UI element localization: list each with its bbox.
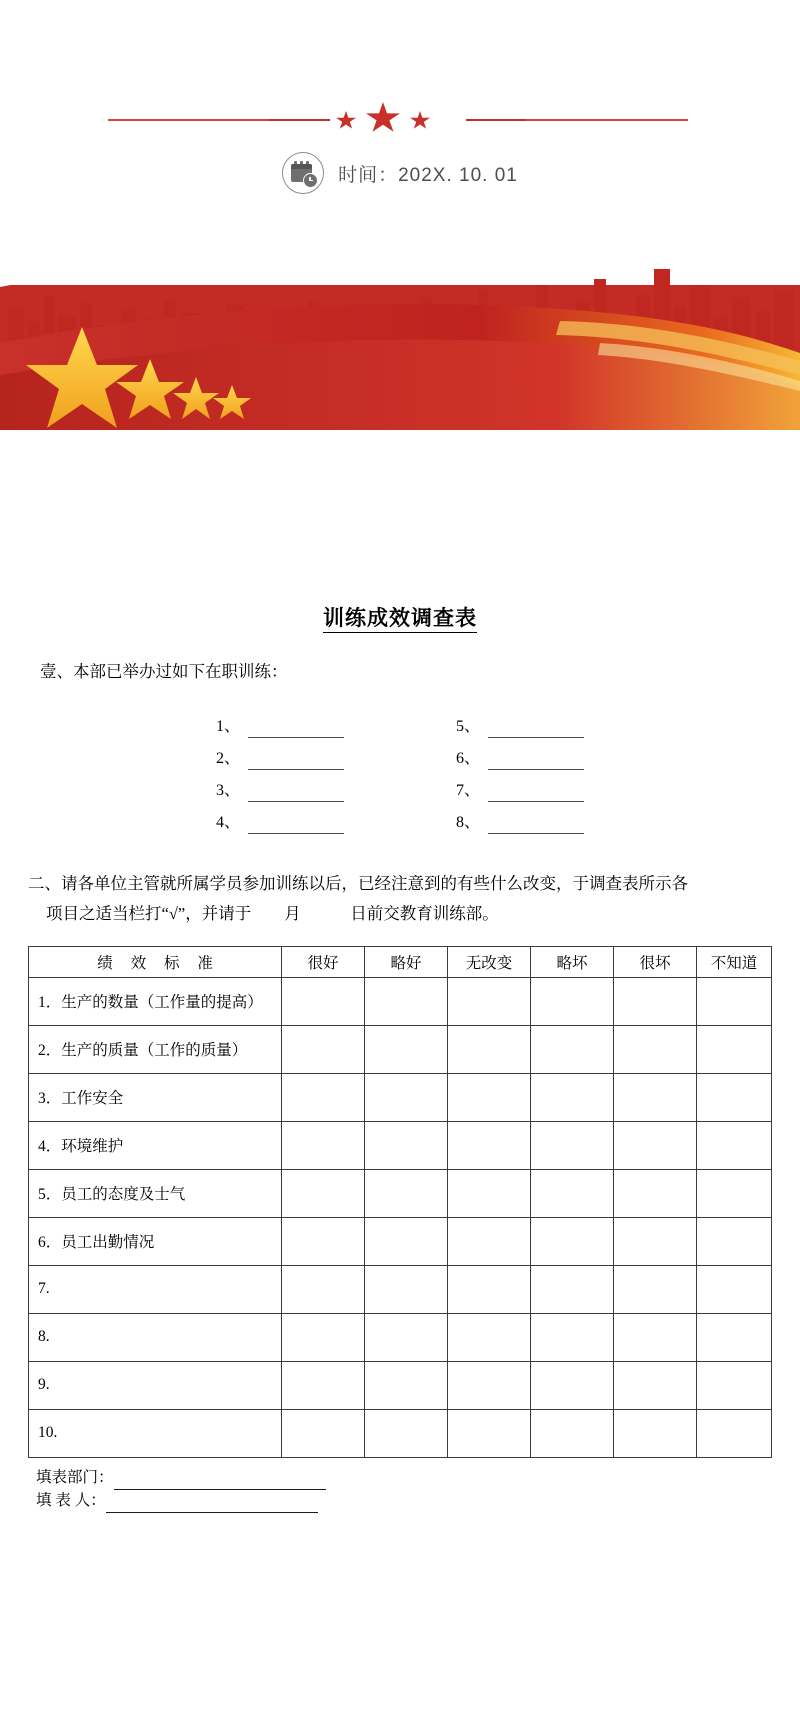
blank-item-line[interactable]: [248, 718, 344, 738]
blank-item-number: 5、: [456, 717, 481, 735]
checkbox-cell[interactable]: [531, 1121, 614, 1169]
checkbox-cell[interactable]: [365, 1169, 448, 1217]
table-row: [29, 1313, 772, 1361]
row-label: 6．员工出勤情况: [29, 1217, 282, 1265]
blank-item-number: 2、: [216, 749, 241, 767]
table-row: [29, 1169, 772, 1217]
row-label: 3．工作安全: [29, 1073, 282, 1121]
date-text: 时间：202X. 10. 01: [338, 164, 518, 186]
checkbox-cell[interactable]: [282, 1313, 365, 1361]
date-row: [0, 152, 800, 194]
table-row: [29, 1217, 772, 1265]
checkbox-cell[interactable]: [614, 1313, 697, 1361]
blank-list-item[interactable]: [456, 738, 584, 770]
blank-item-number: 6、: [456, 749, 481, 767]
blank-list-item[interactable]: [216, 770, 344, 802]
checkbox-cell[interactable]: [531, 1073, 614, 1121]
checkbox-cell[interactable]: [282, 1073, 365, 1121]
department-field-row: [36, 1467, 800, 1490]
table-row: [29, 1361, 772, 1409]
checkbox-cell[interactable]: [531, 1169, 614, 1217]
checkbox-cell[interactable]: [614, 1025, 697, 1073]
star-icon-large: [366, 102, 400, 134]
checkbox-cell[interactable]: [448, 1121, 531, 1169]
table-row: [29, 1073, 772, 1121]
table-row: [29, 1025, 772, 1073]
checkbox-cell[interactable]: [531, 1265, 614, 1313]
blank-item-line[interactable]: [488, 750, 584, 770]
blank-item-line[interactable]: [488, 814, 584, 834]
blank-list-item[interactable]: [456, 802, 584, 834]
checkbox-cell[interactable]: [697, 977, 772, 1025]
table-row: [29, 977, 772, 1025]
checkbox-cell[interactable]: [448, 1025, 531, 1073]
blank-item-number: 3、: [216, 781, 241, 799]
column-header-slightly-good: 略好: [365, 946, 448, 977]
footer-blanks: [36, 1467, 800, 1513]
header-banner: [0, 0, 800, 430]
row-label: 9.: [29, 1361, 282, 1409]
row-label: 4．环境维护: [29, 1121, 282, 1169]
blank-list-item[interactable]: [216, 738, 344, 770]
checkbox-cell[interactable]: [697, 1361, 772, 1409]
checkbox-cell[interactable]: [448, 1169, 531, 1217]
checkbox-cell[interactable]: [282, 1361, 365, 1409]
checkbox-cell[interactable]: [531, 1313, 614, 1361]
checkbox-cell[interactable]: [697, 1121, 772, 1169]
checkbox-cell[interactable]: [697, 1169, 772, 1217]
training-blank-list: [0, 706, 800, 834]
checkbox-cell[interactable]: [531, 1361, 614, 1409]
blank-list-item[interactable]: [216, 706, 344, 738]
checkbox-cell[interactable]: [614, 1073, 697, 1121]
star-icon-small-left: [336, 111, 356, 130]
checkbox-cell[interactable]: [282, 1409, 365, 1457]
blank-item-line[interactable]: [488, 718, 584, 738]
checkbox-cell[interactable]: [448, 1073, 531, 1121]
row-label: 2．生产的质量（工作的质量）: [29, 1025, 282, 1073]
survey-table: [28, 946, 772, 1458]
table-row: [29, 1409, 772, 1457]
checkbox-cell[interactable]: [531, 977, 614, 1025]
blank-item-line[interactable]: [248, 814, 344, 834]
checkbox-cell[interactable]: [448, 977, 531, 1025]
checkbox-cell[interactable]: [448, 1361, 531, 1409]
section-one-heading: 壹、本部已举办过如下在职训练：: [40, 662, 288, 682]
checkbox-cell[interactable]: [282, 1265, 365, 1313]
row-label: 10.: [29, 1409, 282, 1457]
checkbox-cell[interactable]: [614, 1361, 697, 1409]
checkbox-cell[interactable]: [365, 1265, 448, 1313]
checkbox-cell[interactable]: [697, 1073, 772, 1121]
table-header-row: [29, 946, 772, 977]
checkbox-cell[interactable]: [697, 1265, 772, 1313]
checkbox-cell[interactable]: [531, 1217, 614, 1265]
page-title-text: 训练成效调查表: [323, 606, 477, 633]
column-header-very-bad: 很坏: [614, 946, 697, 977]
column-header-slightly-bad: 略坏: [531, 946, 614, 977]
section-two-line-1: 二、请各单位主管就所属学员参加训练以后，已经注意到的有些什么改变，于调查表所示各: [28, 873, 688, 893]
star-icon-small-right: [410, 111, 430, 130]
checkbox-cell[interactable]: [365, 1361, 448, 1409]
checkbox-cell[interactable]: [697, 1025, 772, 1073]
person-input-line[interactable]: [106, 1495, 318, 1513]
table-row: [29, 1121, 772, 1169]
checkbox-cell[interactable]: [697, 1217, 772, 1265]
checkbox-cell[interactable]: [365, 1409, 448, 1457]
column-header-unknown: 不知道: [697, 946, 772, 977]
checkbox-cell[interactable]: [614, 1121, 697, 1169]
section-two-heading: [28, 869, 770, 930]
checkbox-cell[interactable]: [697, 1313, 772, 1361]
divider-rule-left: [108, 119, 330, 121]
checkbox-cell[interactable]: [365, 1121, 448, 1169]
checkbox-cell[interactable]: [614, 1265, 697, 1313]
blank-list-item[interactable]: [216, 802, 344, 834]
page-title: [0, 605, 800, 632]
column-header-no-change: 无改变: [448, 946, 531, 977]
checkbox-cell[interactable]: [282, 977, 365, 1025]
checkbox-cell[interactable]: [282, 1217, 365, 1265]
checkbox-cell[interactable]: [614, 977, 697, 1025]
person-label: 填 表 人：: [36, 1491, 106, 1509]
blank-item-line[interactable]: [248, 750, 344, 770]
checkbox-cell[interactable]: [365, 1217, 448, 1265]
checkbox-cell[interactable]: [448, 1217, 531, 1265]
checkbox-cell[interactable]: [448, 1409, 531, 1457]
checkbox-cell[interactable]: [365, 1025, 448, 1073]
banner-artwork: [0, 225, 800, 430]
checkbox-cell[interactable]: [282, 1169, 365, 1217]
checkbox-cell[interactable]: [614, 1169, 697, 1217]
checkbox-cell[interactable]: [531, 1025, 614, 1073]
department-input-line[interactable]: [114, 1472, 326, 1490]
blank-list-item[interactable]: [456, 770, 584, 802]
column-header-very-good: 很好: [282, 946, 365, 977]
checkbox-cell[interactable]: [365, 1073, 448, 1121]
checkbox-cell[interactable]: [365, 1313, 448, 1361]
blank-item-number: 8、: [456, 813, 481, 831]
blank-list-item[interactable]: [456, 706, 584, 738]
section-two-line-2: 项目之适当栏打“√”，并请于 月 日前交教育训练部。: [46, 904, 499, 924]
blank-item-line[interactable]: [248, 782, 344, 802]
row-label: 8.: [29, 1313, 282, 1361]
checkbox-cell[interactable]: [614, 1409, 697, 1457]
checkbox-cell[interactable]: [282, 1121, 365, 1169]
department-label: 填表部门：: [36, 1468, 114, 1486]
checkbox-cell[interactable]: [448, 1313, 531, 1361]
checkbox-cell[interactable]: [697, 1409, 772, 1457]
row-label: 1．生产的数量（工作量的提高）: [29, 977, 282, 1025]
blank-item-number: 7、: [456, 781, 481, 799]
row-label: 7.: [29, 1265, 282, 1313]
checkbox-cell[interactable]: [448, 1265, 531, 1313]
calendar-clock-icon: [282, 152, 324, 194]
person-field-row: [36, 1490, 800, 1513]
divider-rule-right: [466, 119, 688, 121]
checkbox-cell[interactable]: [531, 1409, 614, 1457]
row-label: 5．员工的态度及士气: [29, 1169, 282, 1217]
column-header-criteria: 绩 效 标 准: [29, 946, 282, 977]
blank-item-line[interactable]: [488, 782, 584, 802]
stars-divider: [0, 100, 800, 140]
checkbox-cell[interactable]: [365, 977, 448, 1025]
blank-item-number: 1、: [216, 717, 241, 735]
table-row: [29, 1265, 772, 1313]
checkbox-cell[interactable]: [614, 1217, 697, 1265]
checkbox-cell[interactable]: [282, 1025, 365, 1073]
document-body: [0, 430, 800, 1513]
blank-item-number: 4、: [216, 813, 241, 831]
